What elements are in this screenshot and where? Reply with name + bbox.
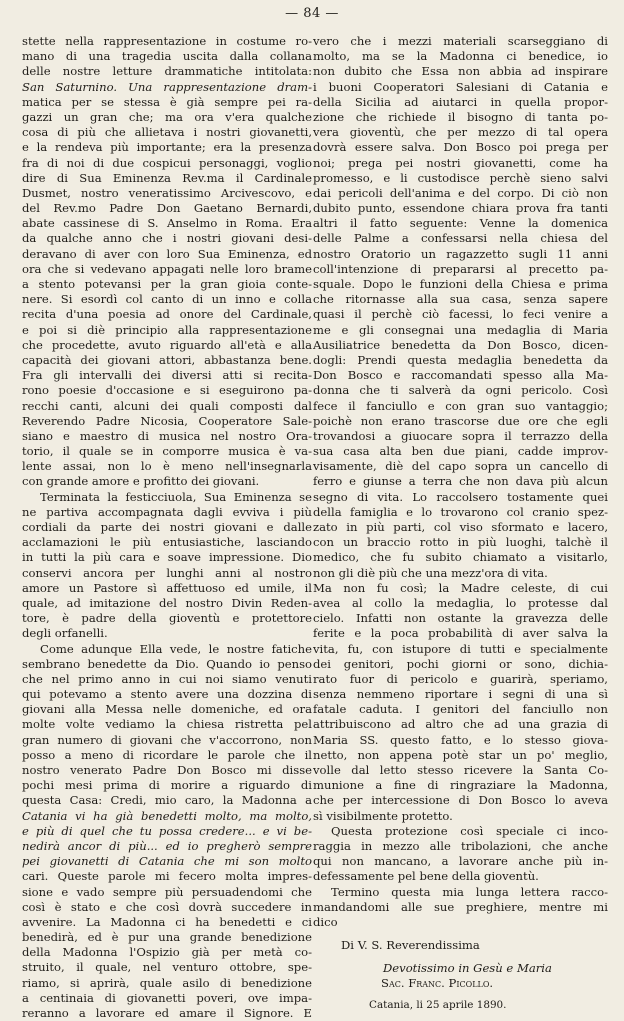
text-line: sì visibilmente protetto. (313, 808, 453, 823)
text-line: così è stato e che così dovrà succedere in (22, 899, 312, 914)
text-line: trovandosi a giuocare sopra il terrazzo della (313, 428, 608, 443)
text-line: raggia in mezzo alle tribolazioni, che anche (313, 838, 608, 853)
text-line: Dusmet, nostro veneratissimo Arcivescovo, e (22, 185, 312, 200)
text-line: amore un Pastore sì affettuoso ed umile, il (22, 580, 312, 595)
text-line: avea al collo la medaglia, lo protesse dal (313, 595, 608, 610)
text-line: coll'intenzione di prepararsi al precetto pa- (313, 261, 608, 276)
text-line: con grande amore e profitto dei giovani. (22, 474, 260, 489)
right-column (313, 34, 608, 1011)
text-line: capacità dei giovani attori, abbastanza bene. (22, 352, 312, 367)
text-line: zione che richiede il bisogno di tanta po- (313, 109, 608, 124)
text-line: stette nella rappresentazione in costume ro- (22, 34, 312, 48)
text-line: qui non mancano, a lavorare anche più in- (313, 854, 608, 869)
text-line: molto, ma se la Madonna ci benedice, io (313, 49, 608, 64)
text-line: delle Palme a confessarsi nella chiesa del (313, 231, 608, 246)
text-line: Maria SS. questo fatto, e lo stesso giova- (313, 732, 608, 747)
text-line: cari. Queste parole mi fecero molta impres- (22, 869, 312, 884)
signature-closing: Devotissimo in Gesù e Maria (383, 961, 552, 976)
text-line: dei genitori, pochi giorni or sono, dichia- (313, 656, 608, 671)
text-line: che ritornasse alla sua casa, senza sapere (313, 292, 608, 307)
text-line: della Sicilia ad aiutarci in quella propor- (313, 94, 608, 109)
text-line: dico (313, 914, 338, 929)
text-line: i buoni Cooperatori Salesiani di Catania e (313, 79, 608, 94)
text-line: Fra gli intervalli dei diversi atti si recita- (22, 368, 312, 383)
text-line: visamente, diè del capo sopra un cancello di (313, 459, 608, 474)
text-line: quale, ad imitazione del nostro Divin Reden- (22, 595, 312, 610)
text-line: vero che i mezzi materiali scarseggiano di (313, 34, 608, 48)
text-line: nostro venerato Padre Don Bosco mi disse (22, 763, 312, 777)
text-line: gazzi un gran che; ma ora v'era qualche (22, 109, 312, 124)
text-line: in tutti la più cara e soave impressione. Dio (22, 550, 312, 565)
text-line: struito, il quale, nel venturo ottobre, spe- (22, 960, 312, 975)
text-line: qui potevamo a stento avere una dozzina di (22, 687, 312, 702)
text-line: nedirà ancor di più... ed io pregherò sempre (22, 838, 312, 853)
text-line: avvenire. La Madonna ci ha benedetti e ci (22, 914, 312, 929)
text-line: con un braccio rotto in più luoghi, talchè il (313, 535, 608, 550)
text-line: munione a fine di ringraziare la Madonna, (313, 778, 608, 793)
text-line: promesso, e li custodisce perchè sieno salvi (313, 170, 608, 185)
text-line: Ma non fu così; la Madre celeste, di cui (313, 580, 608, 595)
text-line: fra di noi di due cospicui personaggi, voglio (22, 155, 312, 170)
text-line: Terminata la festicciuola, Sua Eminenza se (40, 489, 312, 504)
text-line: sembrano benedette da Dio. Quando io penso (22, 656, 312, 671)
text-line: me e gli consegnai una medaglia di Maria (313, 322, 608, 337)
text-line: netto, non appena potè star un po' meglio, (313, 747, 608, 762)
text-line: vera gioventù, che per mezzo di tal opera (313, 125, 608, 140)
text-line: lente assai, non lo è meno nell'insegnarla (22, 459, 312, 474)
text-line: quasi il perchè ciò facessi, lo feci venire a (313, 307, 608, 322)
text-line: non dubito che Essa non abbia ad inspirare (313, 64, 608, 79)
text-line: benedirà, ed è pur una grande benedizione (22, 930, 312, 945)
text-line: tore, è padre della gioventù e protettore (22, 611, 312, 626)
text-line: sua casa alta ben due piani, cadde improv- (313, 444, 608, 459)
text-line: delle nostre letture drammatiche intitolata: (22, 64, 312, 79)
signature-name: Sac. Franc. Picollo. (381, 976, 494, 991)
text-line: senza nemmeno riportare i segni di una sì (313, 687, 608, 702)
text-line: dire di Sua Eminenza Rev.ma il Cardinale (22, 170, 312, 185)
text-line: acclamazioni le più entusiastiche, lasciando (22, 535, 312, 550)
text-line: a centinaia di giovanetti poveri, ove impa- (22, 990, 312, 1005)
text-line: giovani alla Messa nelle domeniche, ed ora (22, 702, 312, 717)
text-line: che per intercessione di Don Bosco lo aveva (313, 793, 608, 808)
text-line: e poi si diè principio alla rappresentazione (22, 322, 312, 337)
text-line: ora che si vedevano appagati nelle loro brame (22, 261, 312, 276)
text-line: gran numero di giovani che v'accorrono, non (22, 732, 312, 747)
text-line: riamo, si aprirà, quale asilo di benedizione (22, 975, 312, 990)
text-line: pei giovanetti di Catania che mi son molto (22, 854, 312, 869)
text-line: pochi mesi prima di morire a riguardo di (22, 778, 312, 793)
text-line: abate cassinese di S. Anselmo in Roma. Era (22, 216, 312, 231)
text-line: segno di vita. Lo raccolsero tostamente quei (313, 489, 608, 504)
text-line: Catania vi ha già benedetti molto, ma molto, (22, 808, 312, 823)
text-line: della Madonna l'Ospizio già per metà co- (22, 945, 312, 960)
text-line: torio, il quale se in comporre musica è va- (22, 444, 312, 459)
left-column (22, 34, 312, 1020)
text-line: mano di una tragedia uscita dalla collana (22, 49, 312, 64)
text-line: Ausiliatrice benedetta da Don Bosco, dicen- (313, 337, 608, 352)
text-line: non gli diè più che una mezz'ora di vita. (313, 565, 548, 580)
text-line: Termino questa mia lunga lettera racco- (331, 884, 608, 899)
text-line: recchi canti, alcuni dei quali composti dal (22, 398, 312, 413)
text-line: San Saturnino. Una rappresentazione dram- (22, 79, 312, 94)
text-line: nere. Si esordì col canto di un inno e colla (22, 292, 312, 307)
text-line: Questa protezione così speciale ci inco- (331, 823, 608, 838)
text-line: matica per se stessa è già sempre pei ra- (22, 94, 312, 109)
text-line: ne partiva accompagnata dagli evviva i più (22, 504, 312, 519)
text-line: reranno a lavorare ed amare il Signore. E (22, 1006, 312, 1020)
right-column-text (313, 34, 608, 930)
signature-salutation: Di V. S. Reverendissima (341, 938, 480, 953)
text-line: nostro Oratorio un ragazzetto sugli 11 anni (313, 246, 608, 261)
text-line: zato in più parti, col viso sformato e lacero, (313, 520, 608, 534)
text-line: questa Casa: Credi, mio caro, la Madonna a (22, 793, 312, 808)
text-line: e più di quel che tu possa credere... e vi be- (22, 823, 312, 838)
text-line: noi; prega pei nostri giovanetti, come ha (313, 155, 608, 170)
text-line: dubito punto, essendone chiara prova fra tanti (313, 201, 608, 216)
text-line: molte volte vediamo la chiesa ristretta pel (22, 717, 312, 732)
text-line: poichè non erano trascorse due ore che egli (313, 413, 608, 428)
text-line: squale. Dopo le funzioni della Chiesa e prima (313, 277, 608, 291)
page-number: — 84 — (285, 6, 339, 21)
text-line: donna che ti salverà da ogni pericolo. Così (313, 383, 608, 398)
text-line: degli orfanelli. (22, 626, 108, 641)
text-line: mandandomi alle sue preghiere, mentre mi (313, 899, 608, 914)
text-line: sione e vado sempre più persuadendomi che (22, 884, 312, 899)
text-line: che nel primo anno in cui noi siamo venuti (22, 671, 312, 686)
text-line: rato fuor di pericolo e guarirà, speriamo, (313, 671, 608, 686)
text-line: vita, fu, con istupore di tutti e specialmente (313, 641, 608, 656)
text-line: rono poesie d'occasione e si eseguirono pa- (22, 383, 312, 398)
text-line: deravano di aver con loro Sua Eminenza, ed (22, 246, 312, 261)
text-line: a stento potevansi per la gran gioia conte- (22, 277, 312, 291)
text-line: ferro e giunse a terra che non dava più alcun (313, 474, 608, 489)
text-line: che procedette, avuto riguardo all'età e alla (22, 337, 312, 352)
text-line: dogli: Prendi questa medaglia benedetta da (313, 352, 608, 367)
text-line: volle dal letto stesso ricevere la Santa Co- (313, 763, 608, 777)
text-line: del Rev.mo Padre Don Gaetano Bernardi, (22, 201, 312, 216)
text-line: dovrà essere salva. Don Bosco poi prega per (313, 140, 608, 155)
text-line: posso a meno di ricordare le parole che il (22, 747, 312, 762)
text-line: da qualche anno che i nostri giovani desi- (22, 231, 312, 246)
text-line: cielo. Infatti non ostante la gravezza delle (313, 611, 608, 626)
text-line: recita d'una poesia ad onore del Cardinale, (22, 307, 312, 322)
text-line: cordiali da parte dei nostri giovani e dalle (22, 520, 312, 534)
text-line: della famiglia e lo trovarono col cranio spez- (313, 504, 608, 519)
text-line: dai pericoli dell'anima e del corpo. Di ciò non (313, 185, 608, 200)
text-line: siano e maestro di musica nel nostro Ora- (22, 428, 312, 443)
text-line: medico, che fu subito chiamato a visitarlo, (313, 550, 608, 565)
text-line: defessamente pel bene della gioventù. (313, 869, 539, 884)
text-line: ferite e la poca probabilità di aver salva la (313, 626, 608, 641)
text-line: fece il fanciullo e con gran suo vantaggio; (313, 398, 608, 413)
text-line: altri il fatto seguente: Venne la domenica (313, 216, 608, 231)
text-line: cosa di più che allietava i nostri giovanetti, (22, 125, 312, 140)
text-line: fatale caduta. I genitori del fanciullo non (313, 702, 608, 717)
text-line: Reverendo Padre Nicosia, Cooperatore Sale- (22, 413, 312, 428)
text-line: e la rendeva più importante; era la presenza (22, 140, 312, 155)
text-line: conservi ancora per lunghi anni al nostro (22, 565, 312, 580)
signature-place-date: Catania, li 25 aprile 1890. (369, 998, 507, 1011)
text-line: Don Bosco e raccomandati spesso alla Ma- (313, 368, 608, 383)
text-line: Come adunque Ella vede, le nostre fatiche (40, 641, 312, 656)
text-line: attribuiscono ad altro che ad una grazia di (313, 717, 608, 732)
